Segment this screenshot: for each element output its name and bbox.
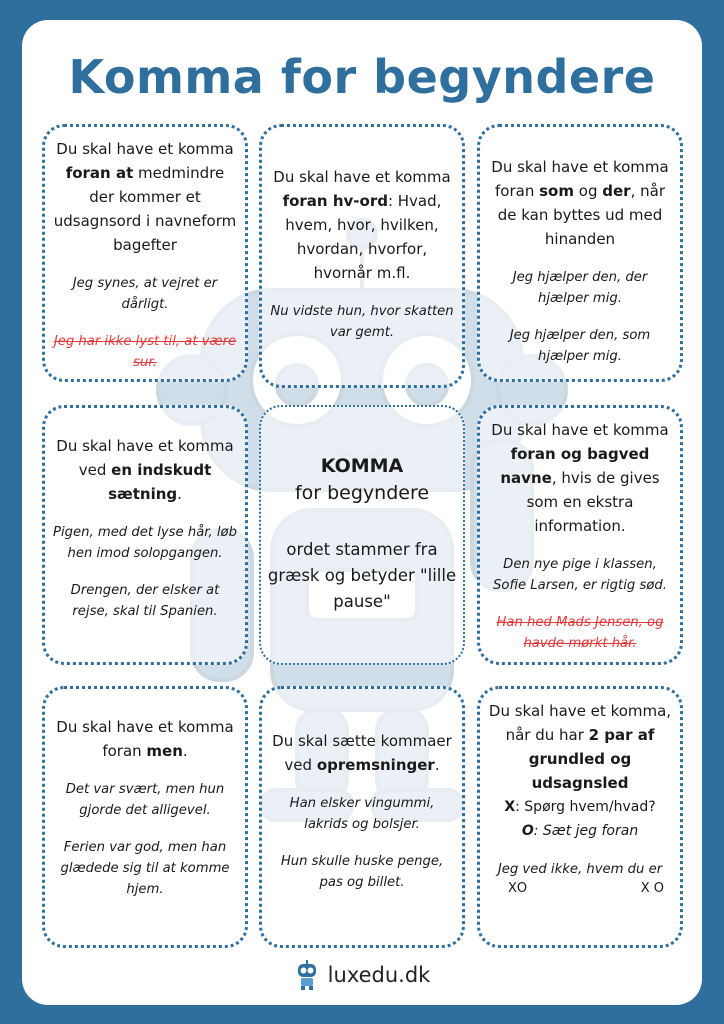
- wrong-example-sentence: Jeg har ikke lyst til, at være sur.: [53, 334, 237, 370]
- rule-text-a: Du skal have et komma: [56, 140, 234, 158]
- rule-keyword: opremsninger: [316, 756, 435, 774]
- rule-text: [486, 699, 674, 795]
- rule-card-foran-at: [42, 124, 248, 382]
- rule-text-a: Du skal have et komma foran: [491, 158, 669, 200]
- example-sentence: Jeg hjælper den, som hjælper mig.: [509, 328, 651, 364]
- rule-text-b: .: [182, 742, 188, 760]
- rule-card-navne: [477, 405, 683, 665]
- example-sentence: Den nye pige i klassen, Sofie Larsen, er rigtig sød.: [493, 557, 667, 593]
- x-text: : Spørg hvem/hvad?: [515, 799, 656, 815]
- rule-keyword: foran at: [65, 164, 134, 182]
- x-label: X: [504, 799, 516, 815]
- rule-text: [51, 715, 239, 763]
- mark-o: O: [516, 881, 528, 896]
- rule-keyword: en indskudt sætning: [108, 461, 212, 503]
- center-heading: KOMMA: [320, 455, 404, 477]
- rule-card-opremsninger: [259, 686, 465, 948]
- rule-text-a: Du skal have et komma, når du har: [488, 702, 672, 744]
- footer: [22, 960, 702, 990]
- rule-keyword-som: som: [539, 182, 574, 200]
- wrong-example-sentence: Han hed Mads Jensen, og havde mørkt hår.: [496, 615, 664, 651]
- rule-keyword: foran hv-ord: [282, 192, 388, 210]
- rule-text-mid: og: [578, 182, 598, 200]
- example-sentence: Ferien var god, men han glædede sig til at komme hjem.: [60, 840, 230, 897]
- rule-text: [268, 729, 456, 777]
- rule-text-a: Du skal sætte kommaer ved: [272, 732, 452, 774]
- rule-text-b: , når de kan byttes ud med hinanden: [497, 182, 665, 248]
- example-sentence: Nu vidste hun, hvor skatten var gemt.: [270, 304, 454, 340]
- rule-text-a: Du skal have et komma foran: [56, 718, 234, 760]
- mark-x: X: [508, 881, 517, 896]
- rule-keyword: 2 par af grundled og udsagnsled: [528, 726, 655, 792]
- example-sentence: Jeg hjælper den, der hjælper mig.: [512, 270, 648, 306]
- rule-text: [486, 418, 674, 538]
- example-sentence: Hun skulle huske penge, pas og billet.: [280, 854, 444, 890]
- rule-text-b: medmindre der kommer et udsagnsord i navneform bagefter: [53, 164, 237, 254]
- center-card: [259, 405, 465, 665]
- rule-keyword: men: [146, 742, 183, 760]
- rule-text: [486, 155, 674, 251]
- rule-text-a: Du skal have et komma: [491, 421, 669, 439]
- rule-card-men: [42, 686, 248, 948]
- brand-name: luxedu.dk: [327, 963, 431, 987]
- example-sentence: Drengen, der elsker at rejse, skal til Spanien.: [70, 583, 220, 619]
- rule-text: [51, 137, 239, 257]
- rule-card-grundled-udsagnsled: [477, 686, 683, 948]
- example-sentence: Pigen, med det lyse hår, løb hen imod solopgangen.: [53, 525, 237, 561]
- example-sentence: Det var svært, men hun gjorde det alligevel.: [65, 782, 225, 818]
- poster-sheet: [22, 20, 702, 1005]
- x-o-legend: [486, 795, 674, 843]
- rule-text-a: Du skal have et komma: [273, 168, 451, 186]
- rule-text-b: , hvis de gives som en ekstra information.: [526, 469, 660, 535]
- x-o-marks: [486, 880, 674, 898]
- rule-card-indskudt-saetning: [42, 405, 248, 665]
- rule-text-b: : Hvad, hvem, hvor, hvilken, hvordan, hvorfor, hvornår m.fl.: [285, 192, 442, 282]
- rule-text-a: Du skal have et komma ved: [56, 437, 234, 479]
- o-text: : Sæt jeg foran: [533, 823, 639, 839]
- center-description: ordet stammer fra græsk og betyder "lille pause": [267, 540, 457, 611]
- mark-x-o: X O: [640, 881, 664, 896]
- example-sentence: Jeg synes, at vejret er dårligt.: [72, 276, 218, 312]
- rule-text: [268, 165, 456, 285]
- rule-keyword-der: der: [602, 182, 631, 200]
- o-label: O: [521, 823, 534, 839]
- rule-text: [51, 434, 239, 506]
- rule-text-b: .: [434, 756, 440, 774]
- rule-card-hv-ord: [259, 124, 465, 388]
- center-subheading: for begyndere: [294, 482, 430, 504]
- robot-icon: [294, 960, 320, 990]
- example-sentence: Han elsker vingummi, lakrids og bolsjer.: [289, 796, 435, 832]
- rule-card-som-der: [477, 124, 683, 382]
- rule-keyword: foran og bagved navne: [500, 445, 650, 487]
- page-title: Komma for begyndere: [68, 50, 656, 104]
- example-sentence: Jeg ved ikke, hvem du er: [497, 862, 663, 877]
- rule-text-b: .: [177, 485, 182, 503]
